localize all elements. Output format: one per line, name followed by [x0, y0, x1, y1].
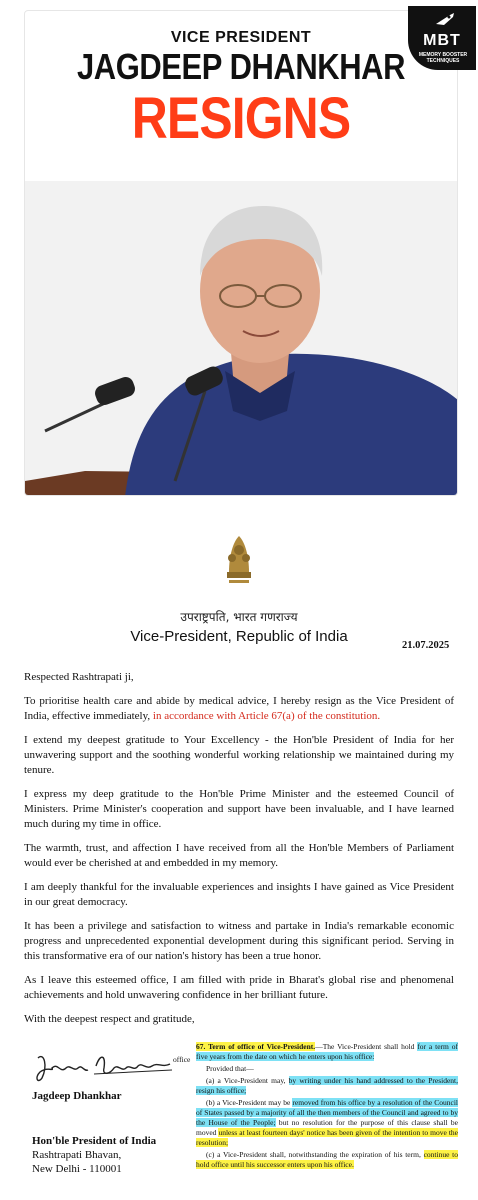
letter-date: 21.07.2025 — [402, 640, 450, 651]
letterhead-hindi: उपराष्ट्रपति, भारत गणराज्य — [180, 610, 298, 624]
paragraph-5: I am deeply thankful for the invaluable experiences and insights I have gained as Vice President in our great democracy. — [24, 881, 454, 908]
salutation: Respected Rashtrapati ji, — [24, 671, 134, 683]
article-67-heading: 67. Term of office of Vice-President.—The Vice-President shall hold for a term of five years from the date on which he enters upon his office: — [196, 1042, 458, 1061]
addressee-title: Hon'ble President of India — [32, 1135, 157, 1147]
paragraph-7: As I leave this esteemed office, I am filled with pride in Bharat's global rise and phenomenal achievements and hold unwavering confidence in her brilliant future. — [24, 974, 454, 1001]
article-reference: in accordance with Article 67(a) of the constitution. — [152, 710, 381, 722]
provided-line: Provided that— — [206, 1064, 254, 1073]
clipping-office-word: office — [173, 1055, 191, 1064]
resignation-letter — [24, 670, 454, 1036]
paragraph-3: I express my deep gratitude to the Hon'ble Prime Minister and the esteemed Council of Ministers. Prime Minister's cooperation and support have been invaluable, and I have learned much during my time in office. — [24, 788, 454, 830]
constitution-excerpt — [196, 1042, 458, 1172]
banner-kicker: VICE PRESIDENT — [170, 29, 312, 46]
letterhead-office: Vice-President, Republic of India — [130, 628, 348, 645]
mbt-logo — [408, 6, 476, 70]
paragraph-1: To prioritise health care and abide by medical advice, I hereby resign as the Vice President of India, effective immediately, in accordance with Article 67(a) of the constitution. — [24, 695, 454, 722]
logo-brand: MBT — [423, 32, 461, 49]
addressee-line-1: Rashtrapati Bhavan, — [32, 1149, 122, 1161]
banner-resigns: RESIGNS — [131, 86, 351, 151]
addressee-block — [32, 1134, 156, 1176]
national-emblem-icon — [219, 528, 259, 588]
paragraph-4: The warmth, trust, and affection I have received from all the Hon'ble Members of Parliament would ever be cherished at and embedded in my memory. — [24, 842, 454, 869]
banner-headline: JAGDEEP DHANKHAR — [76, 46, 405, 87]
rocket-icon — [434, 12, 456, 26]
closing: With the deepest respect and gratitude, — [24, 1013, 195, 1025]
handwritten-signature — [30, 1048, 180, 1088]
paragraph-2: I extend my deepest gratitude to Your Excellency - the Hon'ble President of India for her unwavering support and the soothing wonderful working relationship we maintained during my tenure. — [24, 734, 454, 776]
news-banner — [24, 10, 458, 496]
addressee-line-2: New Delhi - 110001 — [32, 1163, 122, 1175]
clause-a: (a) a Vice-President may, by writing under his hand addressed to the President, resign his office; — [196, 1076, 459, 1095]
paragraph-6: It has been a privilege and satisfaction to witness and partake in India's remarkable economic progress and unprecedented exponential development during this significant period. Serving in this transformative era of our nation's history has been a true honor. — [24, 920, 454, 962]
clause-b: (b) a Vice-President may be removed from his office by a resolution of the Council of States passed by a majority of all the then members of the Council and agreed to by the House of the People; but no resolution for the purpose of this clause shall be moved unless at least fourteen days' notice has been given of the intention to move the resolution; — [196, 1098, 458, 1147]
signer-name: Jagdeep Dhankhar — [32, 1090, 122, 1102]
logo-tagline: MEMORY BOOSTER TECHNIQUES — [418, 52, 468, 64]
portrait-photo — [25, 181, 458, 496]
clause-c: (c) a Vice-President shall, notwithstanding the expiration of his term, continue to hold office until his successor enters upon his office. — [196, 1150, 458, 1169]
